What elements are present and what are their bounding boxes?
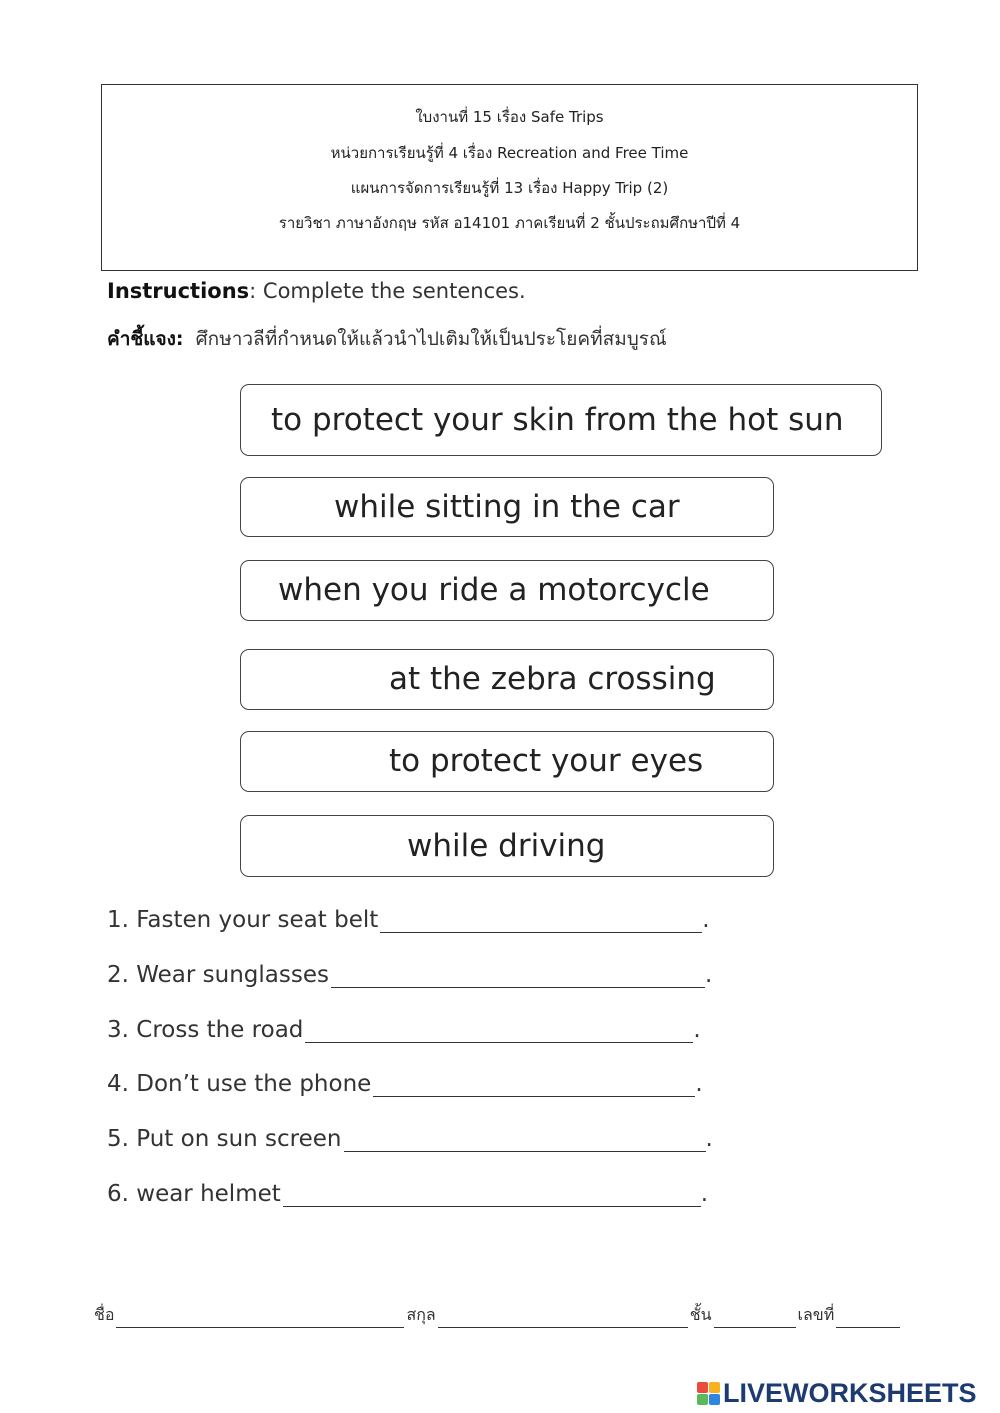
sentence-text: 1. Fasten your seat belt (107, 907, 379, 933)
instructions-text: : Complete the sentences. (249, 279, 526, 303)
sentence-2 (107, 962, 712, 988)
worksheet-header-box (101, 84, 918, 271)
sentence-period: . (693, 1017, 701, 1043)
logo-square-green (697, 1394, 708, 1405)
class-label: ชั้น (689, 1305, 712, 1324)
answer-blank-6[interactable] (283, 1184, 701, 1207)
thai-instructions-line (107, 324, 667, 354)
lesson-plan: แผนการจัดการเรียนรู้ที่ 13 เรื่อง Happy Trip (2) (350, 179, 669, 197)
thai-instructions-label: คำชี้แจง: (107, 328, 184, 350)
sentence-period: . (704, 962, 713, 988)
surname-blank[interactable] (438, 1309, 688, 1328)
course-info: รายวิชา ภาษาอังกฤษ รหัส อ14101 ภาคเรียนที่ 2 ชั้นประถมศึกษาปีที่ 4 (278, 214, 741, 232)
phrase-text: while sitting in the car (334, 488, 680, 525)
phrase-text: at the zebra crossing (389, 661, 716, 697)
logo-square-yellow (709, 1382, 720, 1393)
logo-square-blue (709, 1394, 720, 1405)
sentence-4 (107, 1071, 703, 1097)
phrase-card[interactable] (240, 477, 774, 537)
answer-blank-3[interactable] (305, 1020, 693, 1043)
instructions-line (107, 279, 526, 303)
sentence-period: . (705, 1126, 713, 1152)
sentence-text: 3. Cross the road (107, 1017, 304, 1043)
answer-blank-1[interactable] (380, 910, 702, 933)
name-label: ชื่อ (94, 1305, 115, 1324)
phrase-text: to protect your skin from the hot sun (271, 401, 844, 438)
learning-unit: หน่วยการเรียนรู้ที่ 4 เรื่อง Recreation and Free Time (330, 144, 689, 162)
surname-label: สกุล (406, 1305, 436, 1324)
liveworksheets-logo-text: LIVEWORKSHEETS (723, 1378, 977, 1408)
phrase-text: while driving (407, 827, 606, 864)
student-info-footer (94, 1303, 902, 1328)
phrase-card[interactable] (240, 384, 882, 456)
sentence-1 (107, 907, 710, 933)
phrase-text: when you ride a motorcycle (278, 572, 710, 608)
liveworksheets-logo (697, 1378, 977, 1409)
answer-blank-5[interactable] (344, 1129, 706, 1152)
phrase-card[interactable] (240, 560, 774, 621)
sentence-3 (107, 1017, 701, 1043)
sentence-5 (107, 1126, 713, 1152)
worksheet-title: ใบงานที่ 15 เรื่อง Safe Trips (415, 108, 604, 126)
sentence-text: 2. Wear sunglasses (107, 962, 329, 988)
number-blank[interactable] (836, 1309, 900, 1328)
liveworksheets-logo-icon (697, 1382, 720, 1405)
instructions-label: Instructions (107, 279, 250, 303)
logo-square-red (697, 1382, 708, 1393)
name-blank[interactable] (116, 1309, 404, 1328)
phrase-card[interactable] (240, 815, 774, 877)
sentence-period: . (700, 1181, 709, 1207)
answer-blank-4[interactable] (373, 1074, 695, 1097)
sentence-text: 6. wear helmet (107, 1181, 281, 1207)
answer-blank-2[interactable] (331, 965, 705, 988)
sentence-text: 4. Don’t use the phone (107, 1071, 372, 1097)
class-blank[interactable] (714, 1309, 796, 1328)
sentence-6 (107, 1181, 708, 1207)
phrase-card[interactable] (240, 649, 774, 710)
thai-instructions-text: ศึกษาวลีที่กำหนดให้แล้วนำไปเติมให้เป็นประโยคที่สมบูรณ์ (195, 328, 667, 350)
phrase-card[interactable] (240, 731, 774, 792)
sentence-period: . (695, 1071, 703, 1097)
sentence-text: 5. Put on sun screen (107, 1126, 342, 1152)
number-label: เลขที่ (797, 1305, 835, 1324)
phrase-text: to protect your eyes (389, 743, 704, 779)
sentence-period: . (702, 907, 710, 933)
